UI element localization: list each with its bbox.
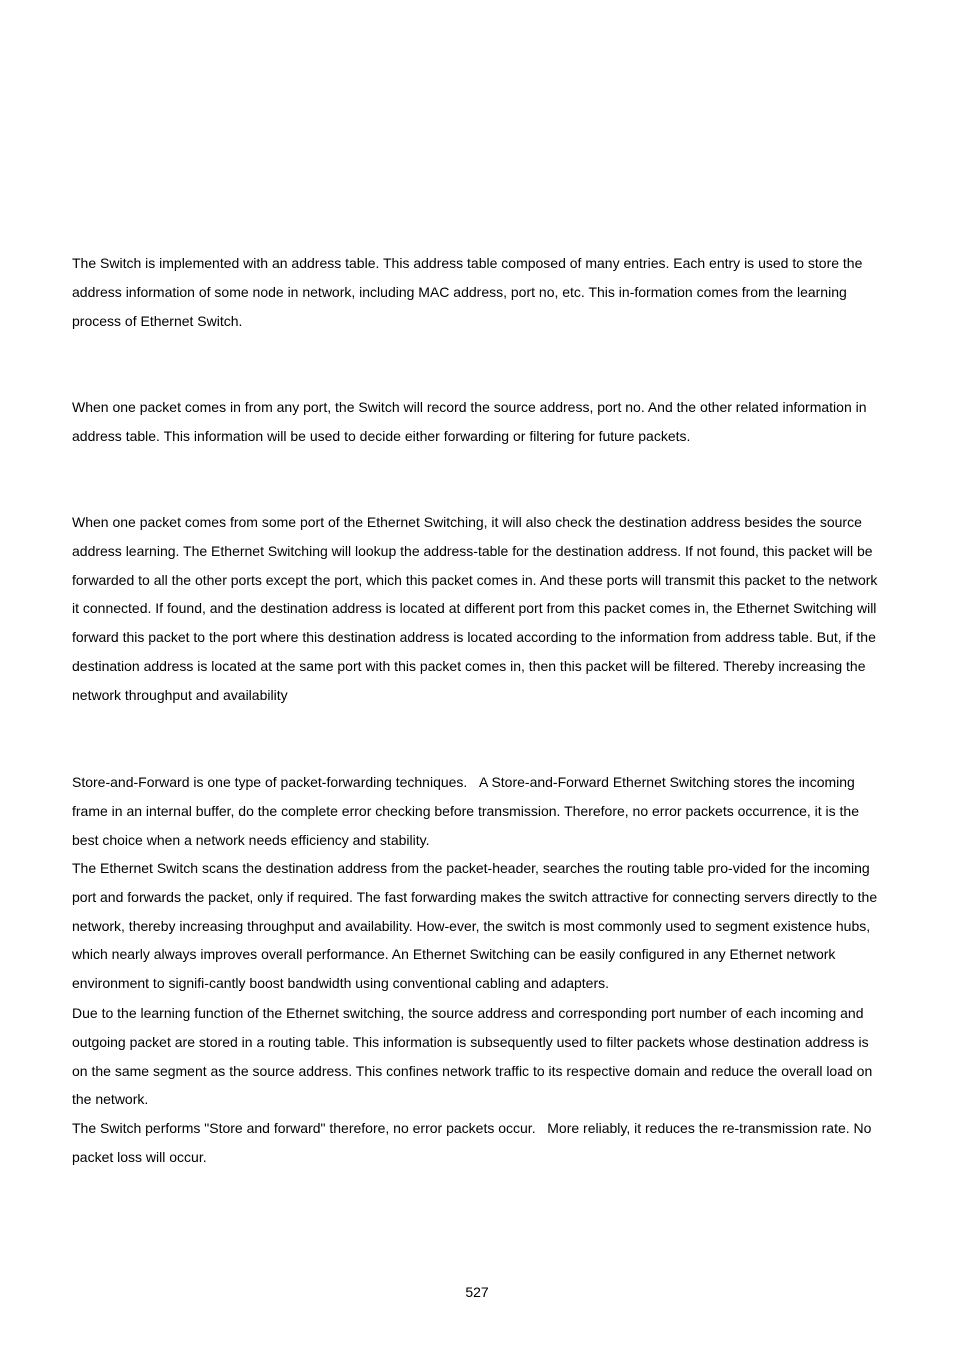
paragraph-learning: When one packet comes in from any port, the Switch will record the source address, port no. And the other related information in address table. This information will be used to decide either forwarding or filtering for future packets. (72, 399, 867, 444)
paragraph-no-packet-loss: The Switch performs "Store and forward" therefore, no error packets occur. More reliably, it reduces the re-transmission rate. No packet loss will occur. (72, 1120, 872, 1165)
paragraph-ethernet-switch-scan: The Ethernet Switch scans the destination address from the packet-header, searches the routing table pro-vided for the incoming port and forwards the packet, only if required. The fast forwarding makes the switch attractive for connecting servers directly to the network, thereby increasing throughput and availability. How-ever, the switch is most commonly used to segment existence hubs, which nearly always improves overall performance. An Ethernet Switching can be easily configured in any Ethernet network environment to signifi-cantly boost bandwidth using conventional cabling and adapters. (72, 860, 878, 992)
paragraph-address-table: The Switch is implemented with an address table. This address table composed of many entries. Each entry is used to store the address information of some node in network, including MAC address, port no, etc. This in-formation comes from the learning process of Ethernet Switch. (72, 255, 863, 329)
paragraph-store-and-forward: Store-and-Forward is one type of packet-forwarding techniques. A Store-and-Forward Ethernet Switching stores the incoming frame in an internal buffer, do the complete error checking before transmission. Therefore, no error packets occurrence, it is the best choice when a network needs efficiency and stability. (72, 774, 859, 848)
paragraph-routing-table: Due to the learning function of the Ethernet switching, the source address and corresponding port number of each incoming and outgoing packet are stored in a routing table. This information is subsequently used to filter packets whose destination address is on the same segment as the source address. This confines network traffic to its respective domain and reduce the overall load on the network. (72, 1005, 873, 1108)
paragraph-forwarding-filtering: When one packet comes from some port of the Ethernet Switching, it will also check the destination address besides the source address learning. The Ethernet Switching will lookup the address-table for the destination address. If not found, this packet will be forwarded to all the other ports except the port, which this packet comes in. And these ports will transmit this packet to the network it connected. If found, and the destination address is located at different port from this packet comes in, the Ethernet Switching will forward this packet to the port where this destination address is located according to the information from address table. But, if the destination address is located at the same port with this packet comes in, then this packet will be filtered. Thereby increasing the network throughput and availability (72, 514, 878, 703)
page-number: 527 (465, 1284, 489, 1300)
